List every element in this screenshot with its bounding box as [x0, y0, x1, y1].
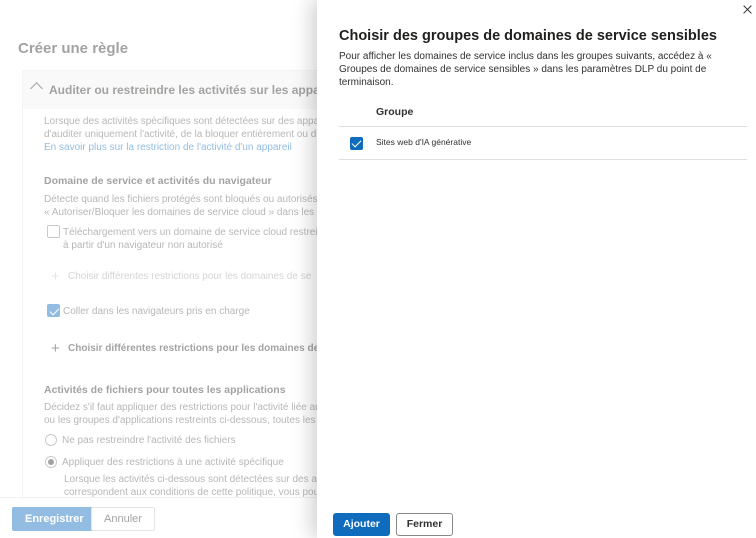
column-header-group: Groupe — [376, 106, 414, 118]
table-row[interactable] — [339, 127, 747, 160]
close-button[interactable]: Fermer — [396, 513, 453, 536]
side-panel — [317, 0, 756, 538]
row-checkbox[interactable] — [350, 137, 363, 150]
row-label: Sites web d'IA générative — [376, 137, 472, 147]
panel-description: Pour afficher les domaines de service inclus dans les groupes suivants, accédez à « Groupes de domaines de service sensibles » dans les paramètres DLP du point de terminaison. — [339, 51, 712, 88]
add-button[interactable]: Ajouter — [333, 513, 390, 536]
close-icon[interactable] — [740, 2, 756, 18]
panel-title: Choisir des groupes de domaines de service sensibles — [339, 28, 717, 44]
